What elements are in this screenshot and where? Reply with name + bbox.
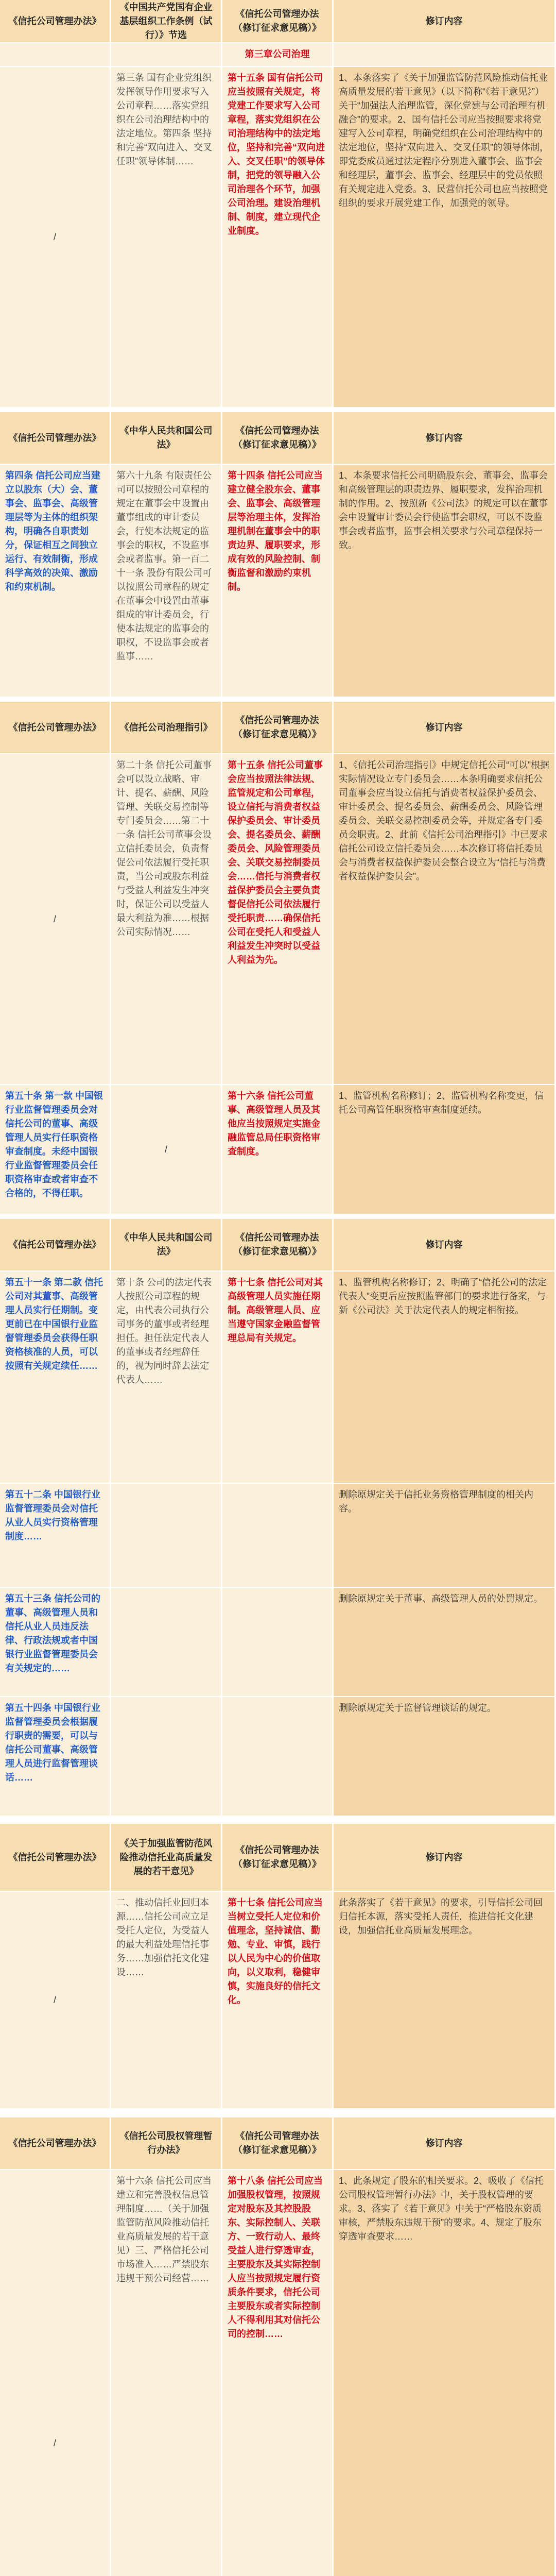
table-cell: 1、《信托公司治理指引》中规定信托公司“可以”根据实际情况设立专门委员会……本条明确要求信托公司董事会应当设立信托与消费者权益保护委员会、审计委员会、提名委员会、薪酬委员会、风险管理委员会、关联交易控制委员会等，并规定各专门委员会职责。2、此前《信托公司治理指引》中已要求信托公司设立信托委员会……本次修订将信托委员会与消费者权益保护委员会整合设立为“信托与消费者权益保护委员会”。	[334, 754, 556, 1084]
section2-row	[0, 465, 556, 697]
table-cell: /	[0, 2170, 111, 2576]
table-cell: /	[0, 754, 111, 1084]
table-cell: 第五十三条 信托公司的董事、高级管理人员和信托从业人员违反法律、行政法规或者中国银行业监督管理委员会有关规定的……	[0, 1588, 111, 1696]
section1-row	[0, 67, 556, 407]
section3-row	[0, 754, 556, 1084]
header-cell: 《中国共产党国有企业基层组织工作条例（试行）》节选	[111, 0, 222, 42]
section6-header	[0, 1824, 556, 1891]
section5-row2	[0, 1484, 556, 1587]
table-cell: 第十五条 信托公司董事会应当按照法律法规、监管规定和公司章程，设立信托与消费者权益保护委员会、审计委员会、提名委员会、薪酬委员会、风险管理委员会、关联交易控制委员会……信托与消费者权益保护委员会主要负责督促信托公司依法履行受托职责……确保信托公司在受托人和受益人利益发生冲突时以受益人利益为先。	[222, 754, 334, 1084]
header-cell: 《信托公司管理办法》	[0, 2117, 111, 2169]
table-cell: 第十条 公司的法定代表人按照公司章程的规定，由代表公司执行公司事务的董事或者经理担任。担任法定代表人的董事或者经理辞任的，视为同时辞去法定代表人……	[111, 1272, 222, 1483]
table-cell: 删除原规定关于董事、高级管理人员的处罚规定。	[334, 1588, 556, 1696]
header-cell: 《信托公司股权管理暂行办法》	[111, 2117, 222, 2169]
header-cell: 《信托公司管理办法（修订征求意见稿）》	[222, 0, 334, 42]
table-cell: 第五十二条 中国银行业监督管理委员会对信托从业人员实行资格管理制度……	[0, 1484, 111, 1587]
section6-row	[0, 1892, 556, 2108]
header-cell: 《信托公司管理办法》	[0, 702, 111, 753]
table-cell: 第五十一条 第二款 信托公司对其董事、高级管理人员实行任期制。变更前已在中国银行业监督管理委员会获得任职资格核准的人员，可以按照有关规定续任……	[0, 1272, 111, 1483]
header-cell: 《信托公司管理办法》	[0, 1824, 111, 1891]
table-cell: 第十六条 信托公司董事、高级管理人员及其他应当按照规定实施金融监管总局任职资格审查制度。	[222, 1085, 334, 1214]
header-cell: 修订内容	[334, 1219, 556, 1270]
table-cell: 第四条 信托公司应当建立以股东（大）会、董事会、监事会、高级管理层等为主体的组织架构，明确各自职责划分，保证相互之间独立运行、有效制衡，形成科学高效的决策、激励和约束机制。	[0, 465, 111, 697]
header-cell: 《中华人民共和国公司法》	[111, 412, 222, 464]
header-cell: 《信托公司管理办法（修订征求意见稿）》	[222, 1824, 334, 1891]
table-cell: 第五十四条 中国银行业监督管理委员会根据履行职责的需要，可以与信托公司董事、高级管理人员进行监督管理谈话……	[0, 1697, 111, 1816]
table-cell: 第五十条 第一款 中国银行业监督管理委员会对信托公司的董事、高级管理人员实行任职资格审查制度。未经中国银行业监督管理委员会任职资格审查或者审查不合格的，不得任职。	[0, 1085, 111, 1214]
header-cell: 《信托公司管理办法》	[0, 412, 111, 464]
section3-header	[0, 702, 556, 753]
header-cell: 修订内容	[334, 702, 556, 753]
section5-row4	[0, 1697, 556, 1816]
table-cell: /	[0, 1892, 111, 2108]
header-cell: 《信托公司管理办法》	[0, 0, 111, 42]
header-cell: 《信托公司治理指引》	[111, 702, 222, 753]
header-cell: 《中华人民共和国公司法》	[111, 1219, 222, 1270]
header-cell: 《信托公司管理办法（修订征求意见稿）》	[222, 1219, 334, 1270]
header-cell: 修订内容	[334, 2117, 556, 2169]
table-cell: 第十八条 信托公司应当加强股权管理，按照规定对股东及其控股股东、实际控制人、关联方、一致行动人、最终受益人进行穿透审查，主要股东及其实际控制人应当按照规定履行资质条件要求，信托公司主要股东或者实际控制人不得利用其对信托公司的控制……	[222, 2170, 334, 2576]
section5-row3	[0, 1588, 556, 1696]
header-cell: 修订内容	[334, 0, 556, 42]
table-cell: 第十六条 信托公司应当建立和完善股权信息管理制度……（关于加强监管防范风险推动信托业高质量发展的若干意见）三、严格信托公司市场准入……严禁股东违规干预公司经营……	[111, 2170, 222, 2576]
table-cell: 1、此条规定了股东的相关要求。2、吸收了《信托公司股权管理暂行办法》中，关于股权管理的要求。3、落实了《若干意见》中关于“严格股东资质审核，严禁股东违规干预”的要求。4、规定了股东穿透审查要求……	[334, 2170, 556, 2576]
table-cell: 1、本条落实了《关于加强监管防范风险推动信托业高质量发展的若干意见》（以下简称“《若干意见》”）关于“加强法人治理监管，深化党建与公司治理有机融合”的要求。2、国有信托公司应当按照要求将党建写入公司章程，明确党组织在公司治理结构中的法定地位，坚持“双向进入、交叉任职”的领导体制，即党委成员通过法定程序分别进入董事会、监事会和经理层，董事会、监事会、经理层中的党员依照有关规定进入党委。3、民营信托公司也应当按照党组织的要求开展党建工作，加强党的领导。	[334, 67, 556, 407]
section7-header	[0, 2117, 556, 2169]
table-cell: /	[0, 67, 111, 407]
table-cell: 第十五条 国有信托公司应当按照有关规定，将党建工作要求写入公司章程，落实党组织在公司治理结构中的法定地位，坚持和完善“双向进入、交叉任职”的领导体制，把党的领导融入公司治理各个环节，加强公司治理。建设治理机制、制度，建立现代企业制度。	[222, 67, 334, 407]
chapter-row	[0, 43, 556, 66]
table-cell: 删除原规定关于监督管理谈话的规定。	[334, 1697, 556, 1816]
header-cell: 修订内容	[334, 1824, 556, 1891]
section5-header	[0, 1219, 556, 1270]
section2-header	[0, 412, 556, 464]
table-cell: 1、本条要求信托公司明确股东会、董事会、监事会和高级管理层的职责边界、履职要求，发挥治理机制的作用。2、按照新《公司法》的规定可以在董事会中设置审计委员会行使监事会职权，可以不设监事会或者监事，监事会相关要求与公司章程保持一致。	[334, 465, 556, 697]
table-cell: 第十七条 信托公司应当当树立受托人定位和价值理念，坚持诚信、勤勉、专业、审慎，践行以人民为中心的价值取向，以义取利，稳健审慎，实施良好的信托文化。	[222, 1892, 334, 2108]
table-cell: 二、推动信托业回归本源……信托公司应立足受托人定位，为受益人的最大利益处理信托事务……加强信托文化建设……	[111, 1892, 222, 2108]
table-cell: 第二十条 信托公司董事会可以设立战略、审计、提名、薪酬、风险管理、关联交易控制等专门委员会……第二十一条 信托公司董事会设立信托委员会，负责督促公司依法履行受托职责，当公司或股东利益与受益人利益发生冲突时，保证公司以受益人最大利益为准……根据公司实际情况……	[111, 754, 222, 1084]
header-cell: 《关于加强监管防范风险推动信托业高质量发展的若干意见》	[111, 1824, 222, 1891]
section5-row	[0, 1272, 556, 1483]
section4-row	[0, 1085, 556, 1214]
table-cell: 第十四条 信托公司应当建立健全股东会、董事会、监事会、高级管理层等治理主体，发挥治理机制在董事会中的职责边界、履职要求，形成有效的风险控制、制衡监督和激励约束机制。	[222, 465, 334, 697]
table-cell: 此条落实了《若干意见》的要求，引导信托公司回归信托本源，落实受托人责任，推进信托文化建设，加强信托业高质量发展理念。	[334, 1892, 556, 2108]
header-cell: 《信托公司管理办法（修订征求意见稿）》	[222, 702, 334, 753]
chapter-title: 第三章公司治理	[222, 43, 334, 66]
table-cell: 第十七条 信托公司对其高级管理人员实施任期制。高级管理人员、应当遵守国家金融监督管理总局有关规定。	[222, 1272, 334, 1483]
table-cell: 1、监管机构名称修订；2、监管机构名称变更，信托公司高管任职资格审查制度延续。	[334, 1085, 556, 1214]
table-cell: 第六十九条 有限责任公司可以按照公司章程的规定在董事会中设置由董事组成的审计委员会，行使本法规定的监事会的职权，不设监事会或者监事。第一百二十一条 股份有限公司可以按照公司章程的规定在董事会中设置由董事组成的审计委员会，行使本法规定的监事会的职权，不设监事会或者监事……	[111, 465, 222, 697]
section7-row	[0, 2170, 556, 2576]
header-cell: 《信托公司管理办法（修订征求意见稿）》	[222, 412, 334, 464]
header-cell: 《信托公司管理办法（修订征求意见稿）》	[222, 2117, 334, 2169]
table-cell: /	[111, 1085, 222, 1214]
table-cell: 1、监管机构名称修订；2、明确了“信托公司的法定代表人”变更后应按照监管部门的要求进行备案，与新《公司法》关于法定代表人的规定相衔接。	[334, 1272, 556, 1483]
table-cell: 第三条 国有企业党组织发挥领导作用要求写入公司章程……落实党组织在公司治理结构中的法定地位。第四条 坚持和完善“双向进入、交叉任职”领导体制……	[111, 67, 222, 407]
header-cell: 《信托公司管理办法》	[0, 1219, 111, 1270]
table-cell: 删除原规定关于信托业务资格管理制度的相关内容。	[334, 1484, 556, 1587]
header-cell: 修订内容	[334, 412, 556, 464]
section1-header	[0, 0, 556, 42]
